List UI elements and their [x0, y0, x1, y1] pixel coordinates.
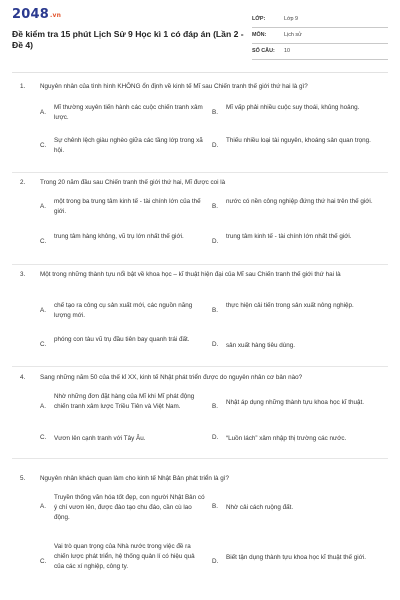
option-text: Mĩ thường xuyên tiến hành các cuộc chiến tranh xâm lược.: [54, 104, 203, 121]
header-divider: [12, 72, 388, 73]
question-number: 5.: [20, 475, 26, 482]
option-letter: B.: [212, 109, 218, 116]
site-logo[interactable]: [12, 7, 61, 22]
option-text: Nhờ những đơn đặt hàng của Mĩ khi Mĩ phát động chiến tranh xâm lược Triều Tiên và Việt Nam.: [54, 393, 195, 410]
option-letter: A.: [40, 503, 46, 510]
logo-main: 2048: [12, 7, 49, 22]
question-number: 1.: [20, 83, 26, 90]
meta-value-subject: Lịch sử: [284, 32, 302, 38]
option-text: Nhật áp dụng những thành tựu khoa học kĩ thuật.: [226, 399, 364, 406]
option-letter: B.: [212, 203, 218, 210]
option-letter: C.: [40, 142, 47, 149]
option-text: Sự chênh lệch giàu nghèo giữa các tầng lớp trong xã hội.: [54, 137, 203, 154]
option-text: Mĩ vấp phải nhiều cuộc suy thoái, khủng hoảng.: [226, 104, 360, 111]
question-text: Một trong những thành tựu nổi bật về khoa học – kĩ thuật hiện đại của Mĩ sau Chiến tranh thế giới thứ hai là: [40, 271, 341, 278]
option-letter: A.: [40, 403, 46, 410]
option-text: một trong ba trung tâm kinh tế - tài chính lớn của thế giới.: [54, 198, 201, 215]
option-letter: C.: [40, 558, 47, 565]
option-letter: D.: [212, 341, 219, 348]
option-letter: A.: [40, 109, 46, 116]
option-text: nước có nền công nghiệp đứng thứ hai trên thế giới.: [226, 198, 373, 205]
option-letter: C.: [40, 238, 47, 245]
option-text: trung tâm kinh tế - tài chính lớn nhất thế giới.: [226, 233, 352, 240]
meta-label-count: SỐ CÂU:: [252, 48, 275, 54]
meta-row-count: [252, 44, 388, 60]
option-letter: A.: [40, 307, 46, 314]
question-text: Nguyên nhân khách quan làm cho kinh tế Nhật Bản phát triển là gì?: [40, 475, 230, 482]
question-separator: [12, 172, 388, 173]
question-text: Nguyên nhân của tình hình KHÔNG ổn định về kinh tế Mĩ sau Chiến tranh thế giới thứ hai là gì?: [40, 83, 308, 90]
question-number: 2.: [20, 179, 26, 186]
question-separator: [12, 264, 388, 265]
meta-row-class: [252, 12, 388, 28]
option-text: trung tâm hàng không, vũ trụ lớn nhất thế giới.: [54, 233, 184, 240]
meta-info-table: [252, 12, 388, 60]
logo-suffix: .vn: [49, 12, 62, 19]
document-title: Đề kiểm tra 15 phút Lịch Sử 9 Học kì 1 có đáp án (Lần 2 - Đề 4): [12, 29, 244, 50]
option-text: thực hiện cải tiến trong sản xuất nông nghiệp.: [226, 302, 354, 309]
meta-value-class: Lớp 9: [284, 16, 299, 22]
question-separator: [12, 458, 388, 459]
option-letter: B.: [212, 403, 218, 410]
option-text: Biết tận dụng thành tựu khoa học kĩ thuật thế giới.: [226, 554, 366, 561]
question-text: Sang những năm 50 của thế kỉ XX, kinh tế Nhật phát triển được do nguyên nhân cơ bản nào?: [40, 374, 303, 381]
option-letter: A.: [40, 203, 46, 210]
option-letter: D.: [212, 558, 219, 565]
option-text: Thiếu nhiều loại tài nguyên, khoáng sản quan trọng.: [226, 137, 371, 144]
option-letter: D.: [212, 238, 219, 245]
option-text: Nhờ cải cách ruộng đất.: [226, 504, 294, 511]
option-letter: D.: [212, 434, 219, 441]
option-text: Vai trò quan trọng của Nhà nước trong việc đề ra chiến lược phát triển, hệ thống quản lí có hiệu quả của các xí nghiệp, công ty.: [54, 543, 195, 570]
question-text: Trong 20 năm đầu sau Chiến tranh thế giới thứ hai, Mĩ được coi là: [40, 179, 226, 186]
option-text: Truyền thống văn hóa tốt đẹp, con người Nhật Bản có ý chí vươn lên, được đào tạo chu đáo, cần cù lao động.: [54, 494, 205, 521]
question-separator: [12, 366, 388, 367]
option-letter: B.: [212, 307, 218, 314]
meta-value-count: 10: [284, 48, 290, 54]
option-letter: C.: [40, 434, 47, 441]
option-text: sản xuất hàng tiêu dùng.: [226, 342, 295, 349]
meta-row-subject: [252, 28, 388, 44]
option-letter: C.: [40, 341, 47, 348]
option-text: “Luồn lách” xâm nhập thị trường các nước.: [226, 435, 347, 442]
option-text: chế tạo ra công cụ sản xuất mới, các nguồn năng lượng mới.: [54, 302, 193, 319]
option-text: phóng con tàu vũ trụ đầu tiên bay quanh trái đất.: [54, 336, 190, 343]
meta-label-subject: MÔN:: [252, 32, 267, 38]
option-letter: B.: [212, 503, 218, 510]
option-letter: D.: [212, 142, 219, 149]
option-text: Vươn lên cạnh tranh với Tây Âu.: [54, 435, 146, 442]
question-number: 3.: [20, 271, 26, 278]
meta-label-class: LỚP:: [252, 16, 266, 22]
question-number: 4.: [20, 374, 26, 381]
document-header: [0, 0, 400, 62]
